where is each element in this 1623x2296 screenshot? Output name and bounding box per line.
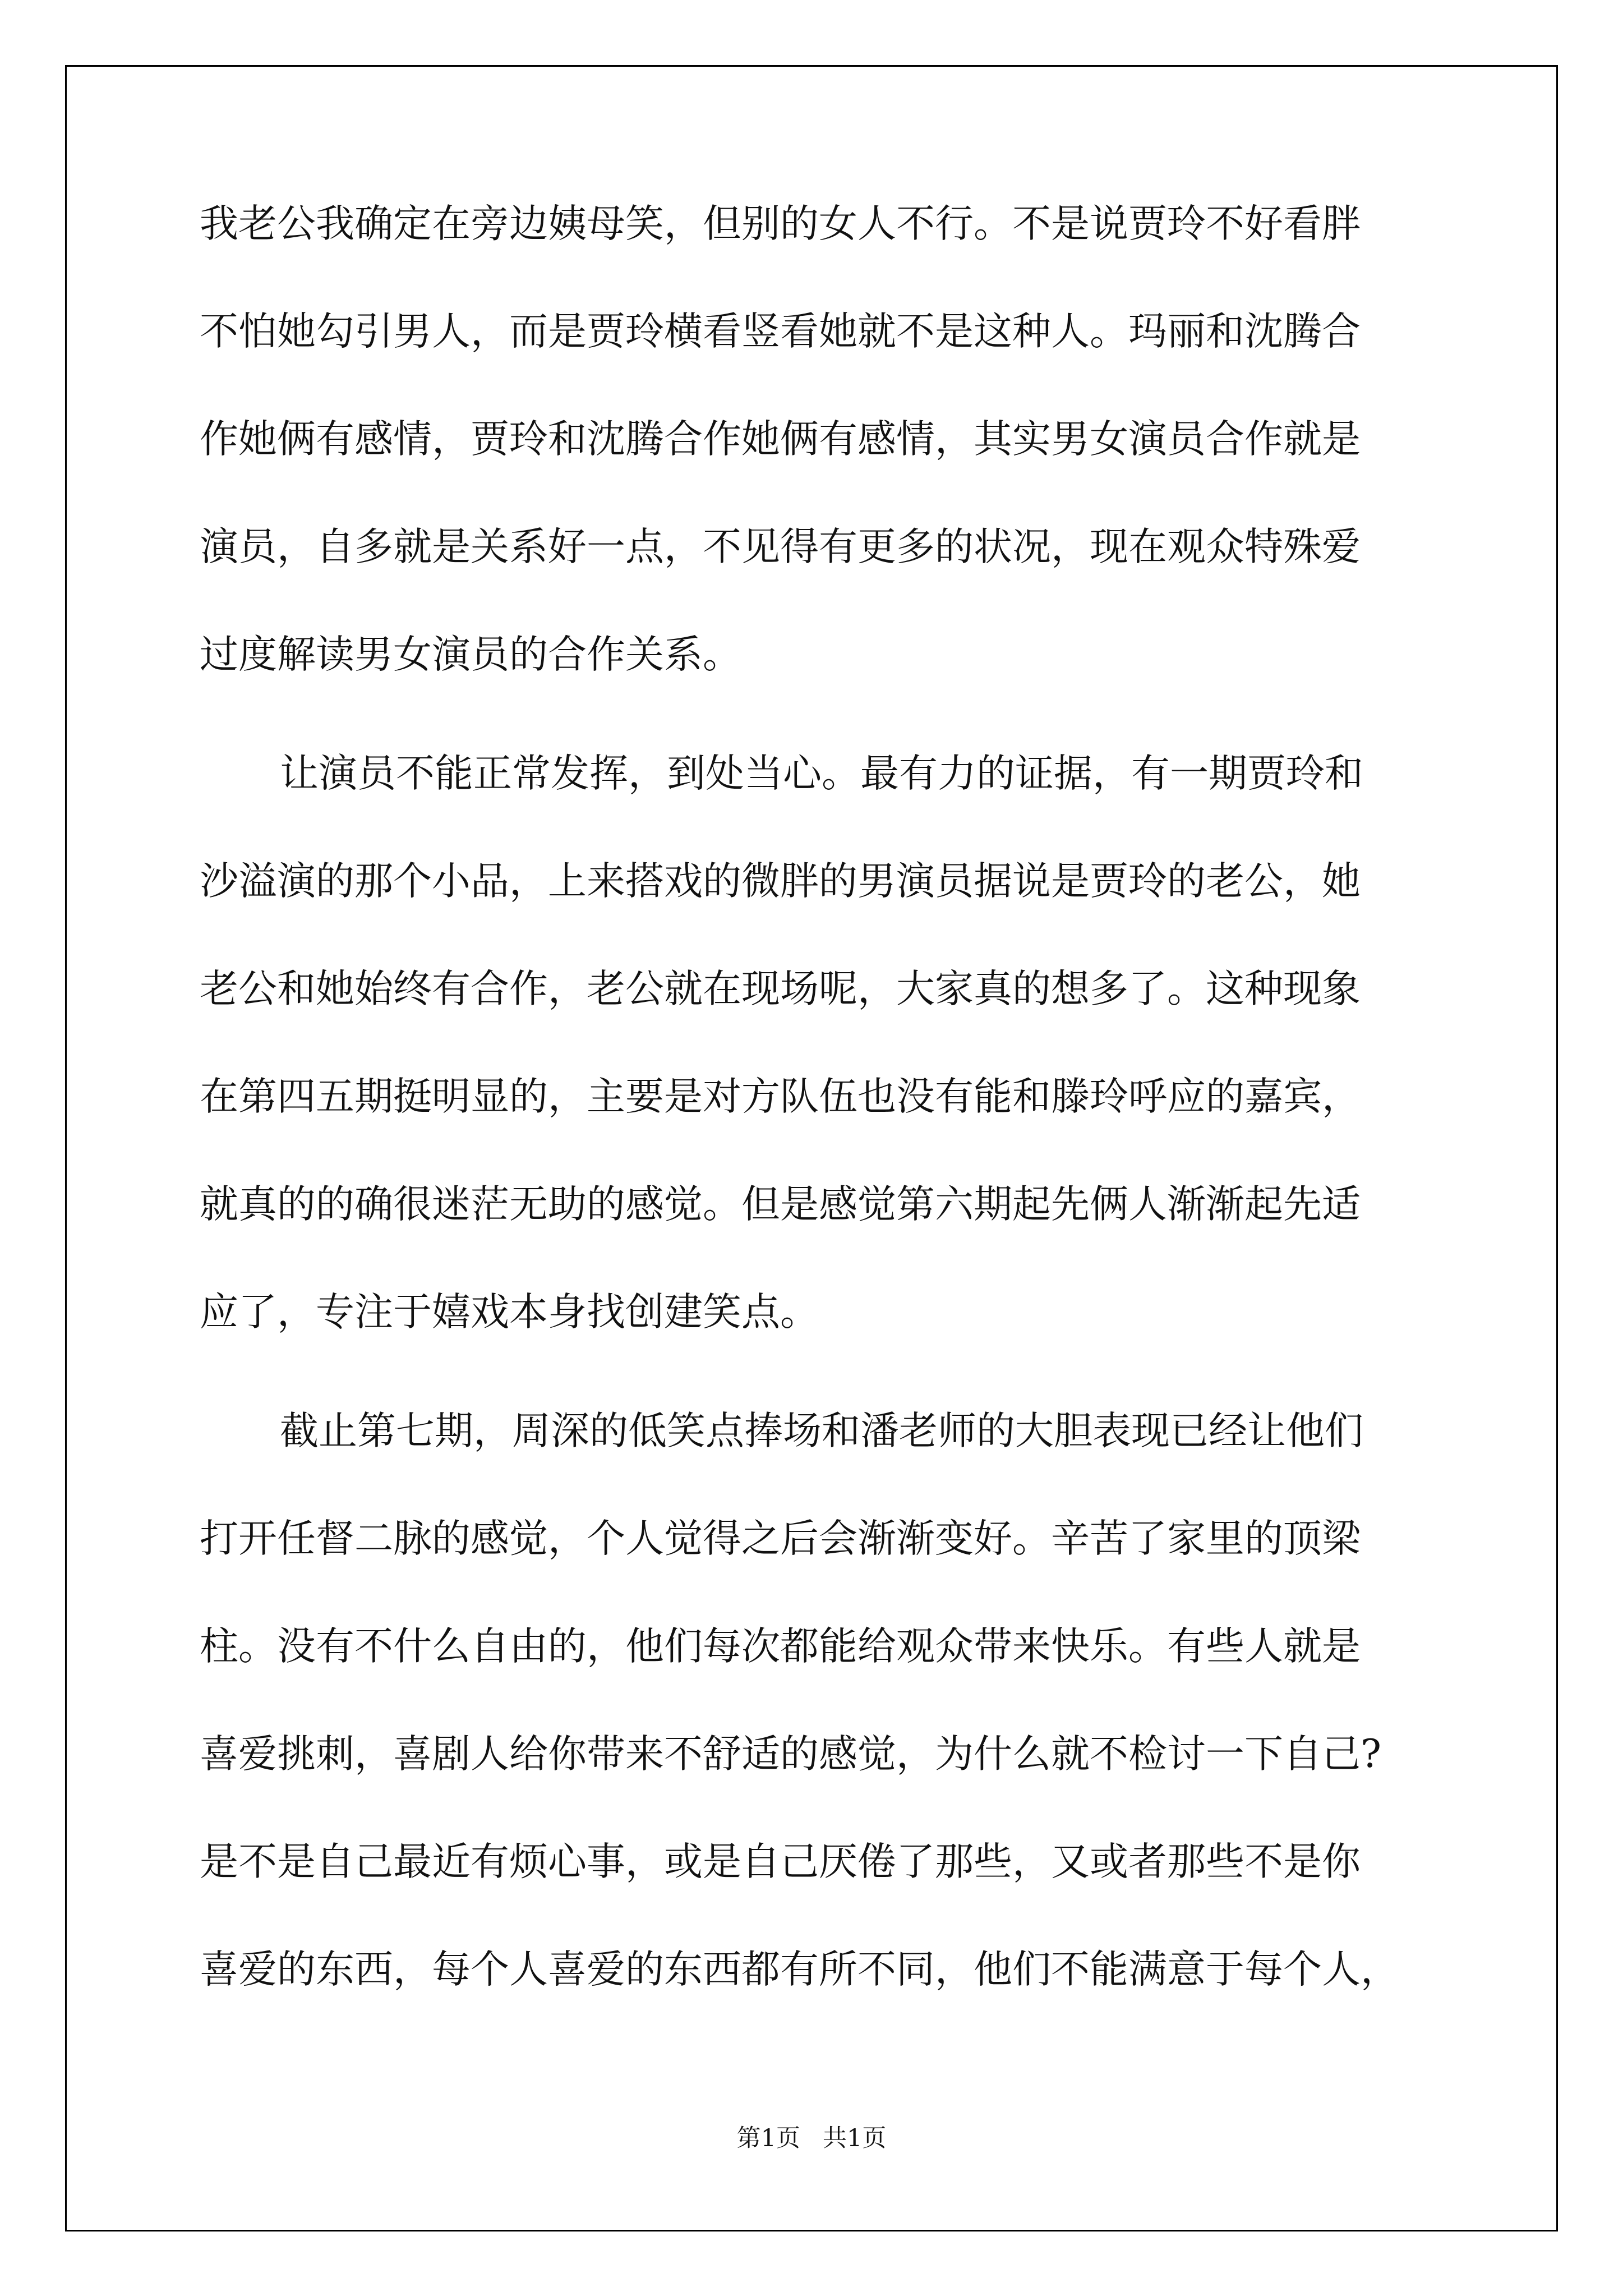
page-total: 共1页 [823, 2124, 887, 2152]
text-line: 是不是自己最近有烦心事，或是自己厌倦了那些，又或者那些不是你 [200, 1839, 1361, 1884]
text-line: 在第四五期挺明显的，主要是对方队伍也没有能和滕玲呼应的嘉宾， [200, 1074, 1361, 1119]
text-line: 喜爱挑刺，喜剧人给你带来不舒适的感觉，为什么就不检讨一下自己? [200, 1732, 1381, 1777]
text-line: 让演员不能正常发挥，到处当心。最有力的证据，有一期贾玲和 [280, 751, 1363, 796]
text-line: 沙溢演的那个小品，上来搭戏的微胖的男演员据说是贾玲的老公，她 [200, 859, 1361, 904]
paragraph-2 [200, 751, 1433, 1401]
text-line: 老公和她始终有合作，老公就在现场呢，大家真的想多了。这种现象 [200, 967, 1361, 1011]
text-line: 我老公我确定在旁边姨母笑，但别的女人不行。不是说贾玲不好看胖 [200, 201, 1361, 246]
text-line: 作她俩有感情，贾玲和沈腾合作她俩有感情，其实男女演员合作就是 [200, 417, 1361, 462]
text-line: 应了，专注于嬉戏本身找创建笑点。 [200, 1290, 819, 1335]
page-footer [0, 2119, 1623, 2154]
text-line: 打开任督二脉的感觉，个人觉得之后会渐渐变好。辛苦了家里的顶梁 [200, 1516, 1361, 1561]
text-line: 不怕她勾引男人，而是贾玲横看竖看她就不是这种人。玛丽和沈腾合 [200, 309, 1361, 354]
text-line: 就真的的确很迷茫无助的感觉。但是感觉第六期起先俩人渐渐起先适 [200, 1182, 1361, 1227]
text-line: 演员，自多就是关系好一点，不见得有更多的状况，现在观众特殊爱 [200, 524, 1361, 569]
text-line: 柱。没有不什么自由的，他们每次都能给观众带来快乐。有些人就是 [200, 1624, 1361, 1669]
document-body [200, 201, 1433, 2058]
page-number: 第1页 [736, 2124, 800, 2152]
paragraph-1 [200, 201, 1433, 743]
text-line: 过度解读男女演员的合作关系。 [200, 632, 741, 677]
paragraph-3 [200, 1409, 1433, 2058]
text-line: 喜爱的东西，每个人喜爱的东西都有所不同，他们不能满意于每个人， [200, 1947, 1399, 1992]
text-line: 截止第七期，周深的低笑点捧场和潘老师的大胆表现已经让他们 [280, 1409, 1363, 1453]
